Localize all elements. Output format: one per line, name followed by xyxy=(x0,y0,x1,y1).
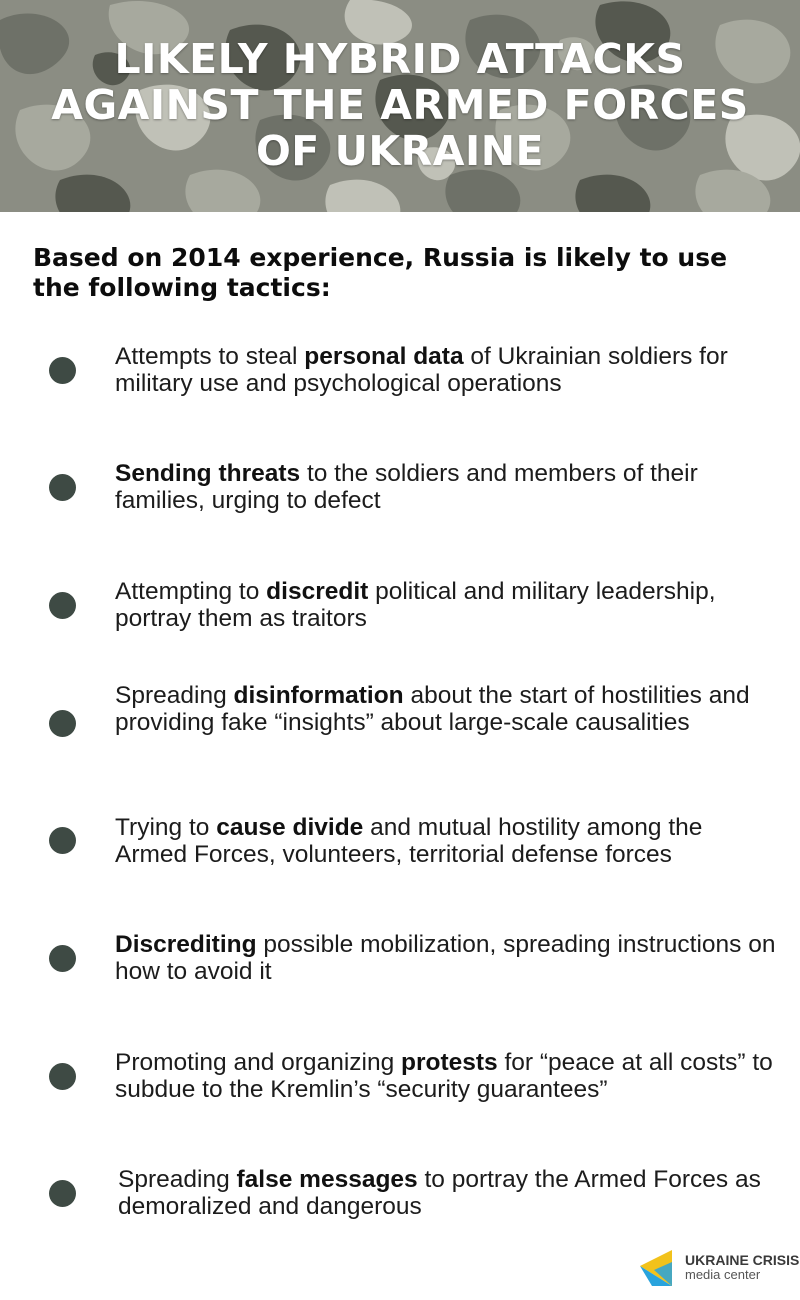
bullet-dot xyxy=(49,827,76,854)
bullet-dot xyxy=(49,592,76,619)
bullet-dot xyxy=(49,474,76,501)
bullet-dot xyxy=(49,945,76,972)
tactic-text: Sending threats to the soldiers and members of their families, urging to defect xyxy=(115,460,698,514)
logo-subtitle: media center xyxy=(685,1267,761,1282)
camouflage-header xyxy=(0,0,800,212)
intro-text: Based on 2014 experience, Russia is likely to use the following tactics: xyxy=(33,243,728,302)
tactic-text: Promoting and organizing protests for “peace at all costs” to subdue to the Kremlin’s “security guarantees” xyxy=(115,1049,773,1103)
logo-name: UKRAINE CRISIS xyxy=(685,1252,800,1268)
title-line: LIKELY HYBRID ATTACKS xyxy=(114,35,686,83)
tactic-text: Discrediting possible mobilization, spreading instructions on how to avoid it xyxy=(115,931,776,985)
bullet-dot xyxy=(49,357,76,384)
tactic-text: Trying to cause divide and mutual hostility among the Armed Forces, volunteers, territorial defense forces xyxy=(115,814,703,868)
tactic-text: Spreading false messages to portray the Armed Forces as demoralized and dangerous xyxy=(118,1166,761,1220)
tactic-text: Attempts to steal personal data of Ukrainian soldiers for military use and psychological operations xyxy=(115,343,728,397)
page-title xyxy=(0,36,800,174)
logo-mark-icon xyxy=(640,1248,680,1288)
bullet-dot xyxy=(49,1063,76,1090)
title-line: OF UKRAINE xyxy=(255,127,545,175)
ukraine-crisis-logo xyxy=(640,1248,800,1288)
tactic-text: Spreading disinformation about the start of hostilities and providing fake “insights” about large-scale causalities xyxy=(115,682,750,736)
bullet-dot xyxy=(49,1180,76,1207)
title-line: AGAINST THE ARMED FORCES xyxy=(51,81,749,129)
tactic-text: Attempting to discredit political and military leadership, portray them as traitors xyxy=(115,578,716,632)
bullet-dot xyxy=(49,710,76,737)
